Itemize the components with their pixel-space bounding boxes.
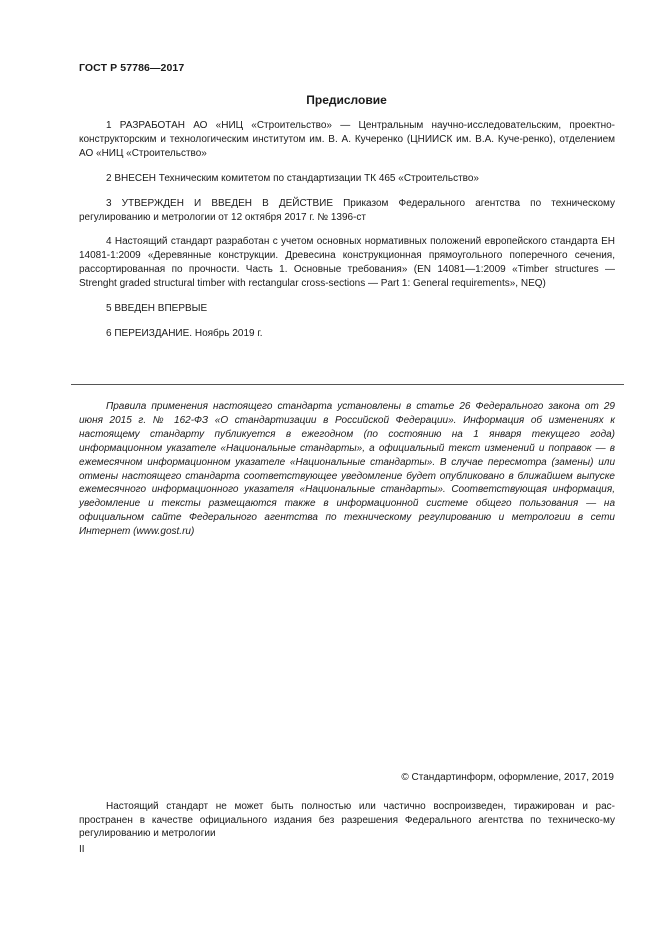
foreword-item-2: 2 ВНЕСЕН Техническим комитетом по стандартизации ТК 465 «Строительство» [106,172,479,184]
application-notice: Правила применения настоящего стандарта установлены в статье 26 Федерального закона от 29 июня 2015 г. № 162-ФЗ «О стандартизации в Российской Федерации». Информация об изменениях к настоящему стандарту публикуется в ежегодном (по состоянию на 1 января текущего года) информационном указателе «Национальные стандарты», а официальный текст изменений и поправок — в ежемесячном информационном указателе «Национальные стандарты». В случае пересмотра (замены) или отмены настоящего стандарта соответствующее уведомление будет опубликовано в ближайшем выпуске ежемесячного информационного указателя «Национальные стандарты». Соответствующая информация, уведомление и тексты размещаются также в информационной системе общего пользования — на официальном сайте Федерального агентства по техническому регулированию и метрологии в сети Интернет (www.gost.ru) [79,401,615,538]
section-title: Предисловие [306,93,387,107]
page-number: II [79,844,85,855]
foreword-body [79,119,615,352]
foreword-item-4: 4 Настоящий стандарт разработан с учетом основных нормативных положений европейского стандарта ЕН 14081-1:2009 «Деревянные конструкции. Древесина конструкционная прямоугольного поперечного сечения, рассортированная по прочности. Часть 1. Основные требования» (EN 14081—1:2009 «Timber structures — Strenght graded structural timber with rectangular cross-sections — Part 1: General requirements», NEQ) [79,236,615,290]
copyright-line: © Стандартинформ, оформление, 2017, 2019 [401,772,614,783]
reproduction-notice: Настоящий стандарт не может быть полностью или частично воспроизведен, тиражирован и рас-пространен в качестве официального издания без разрешения Федерального агентства по техническо-му регулированию и метрологии [79,801,615,839]
foreword-item-5: 5 ВВЕДЕН ВПЕРВЫЕ [106,303,208,315]
foreword-item-6: 6 ПЕРЕИЗДАНИЕ. Ноябрь 2019 г. [106,327,263,339]
foreword-item-3: 3 УТВЕРЖДЕН И ВВЕДЕН В ДЕЙСТВИЕ Приказом Федерального агентства по техническому регулированию и метрологии от 12 октября 2017 г. № 1396-ст [79,197,615,223]
section-divider [71,384,624,385]
standard-code-header: ГОСТ Р 57786—2017 [79,62,185,74]
foreword-item-1: 1 РАЗРАБОТАН АО «НИЦ «Строительство» — Центральным научно-исследовательским, проектно-конструкторским и технологическим институтом им. В. А. Кучеренко (ЦНИИСК им. В.А. Куче-ренко), отделением АО «НИЦ «Строительство» [79,120,615,159]
